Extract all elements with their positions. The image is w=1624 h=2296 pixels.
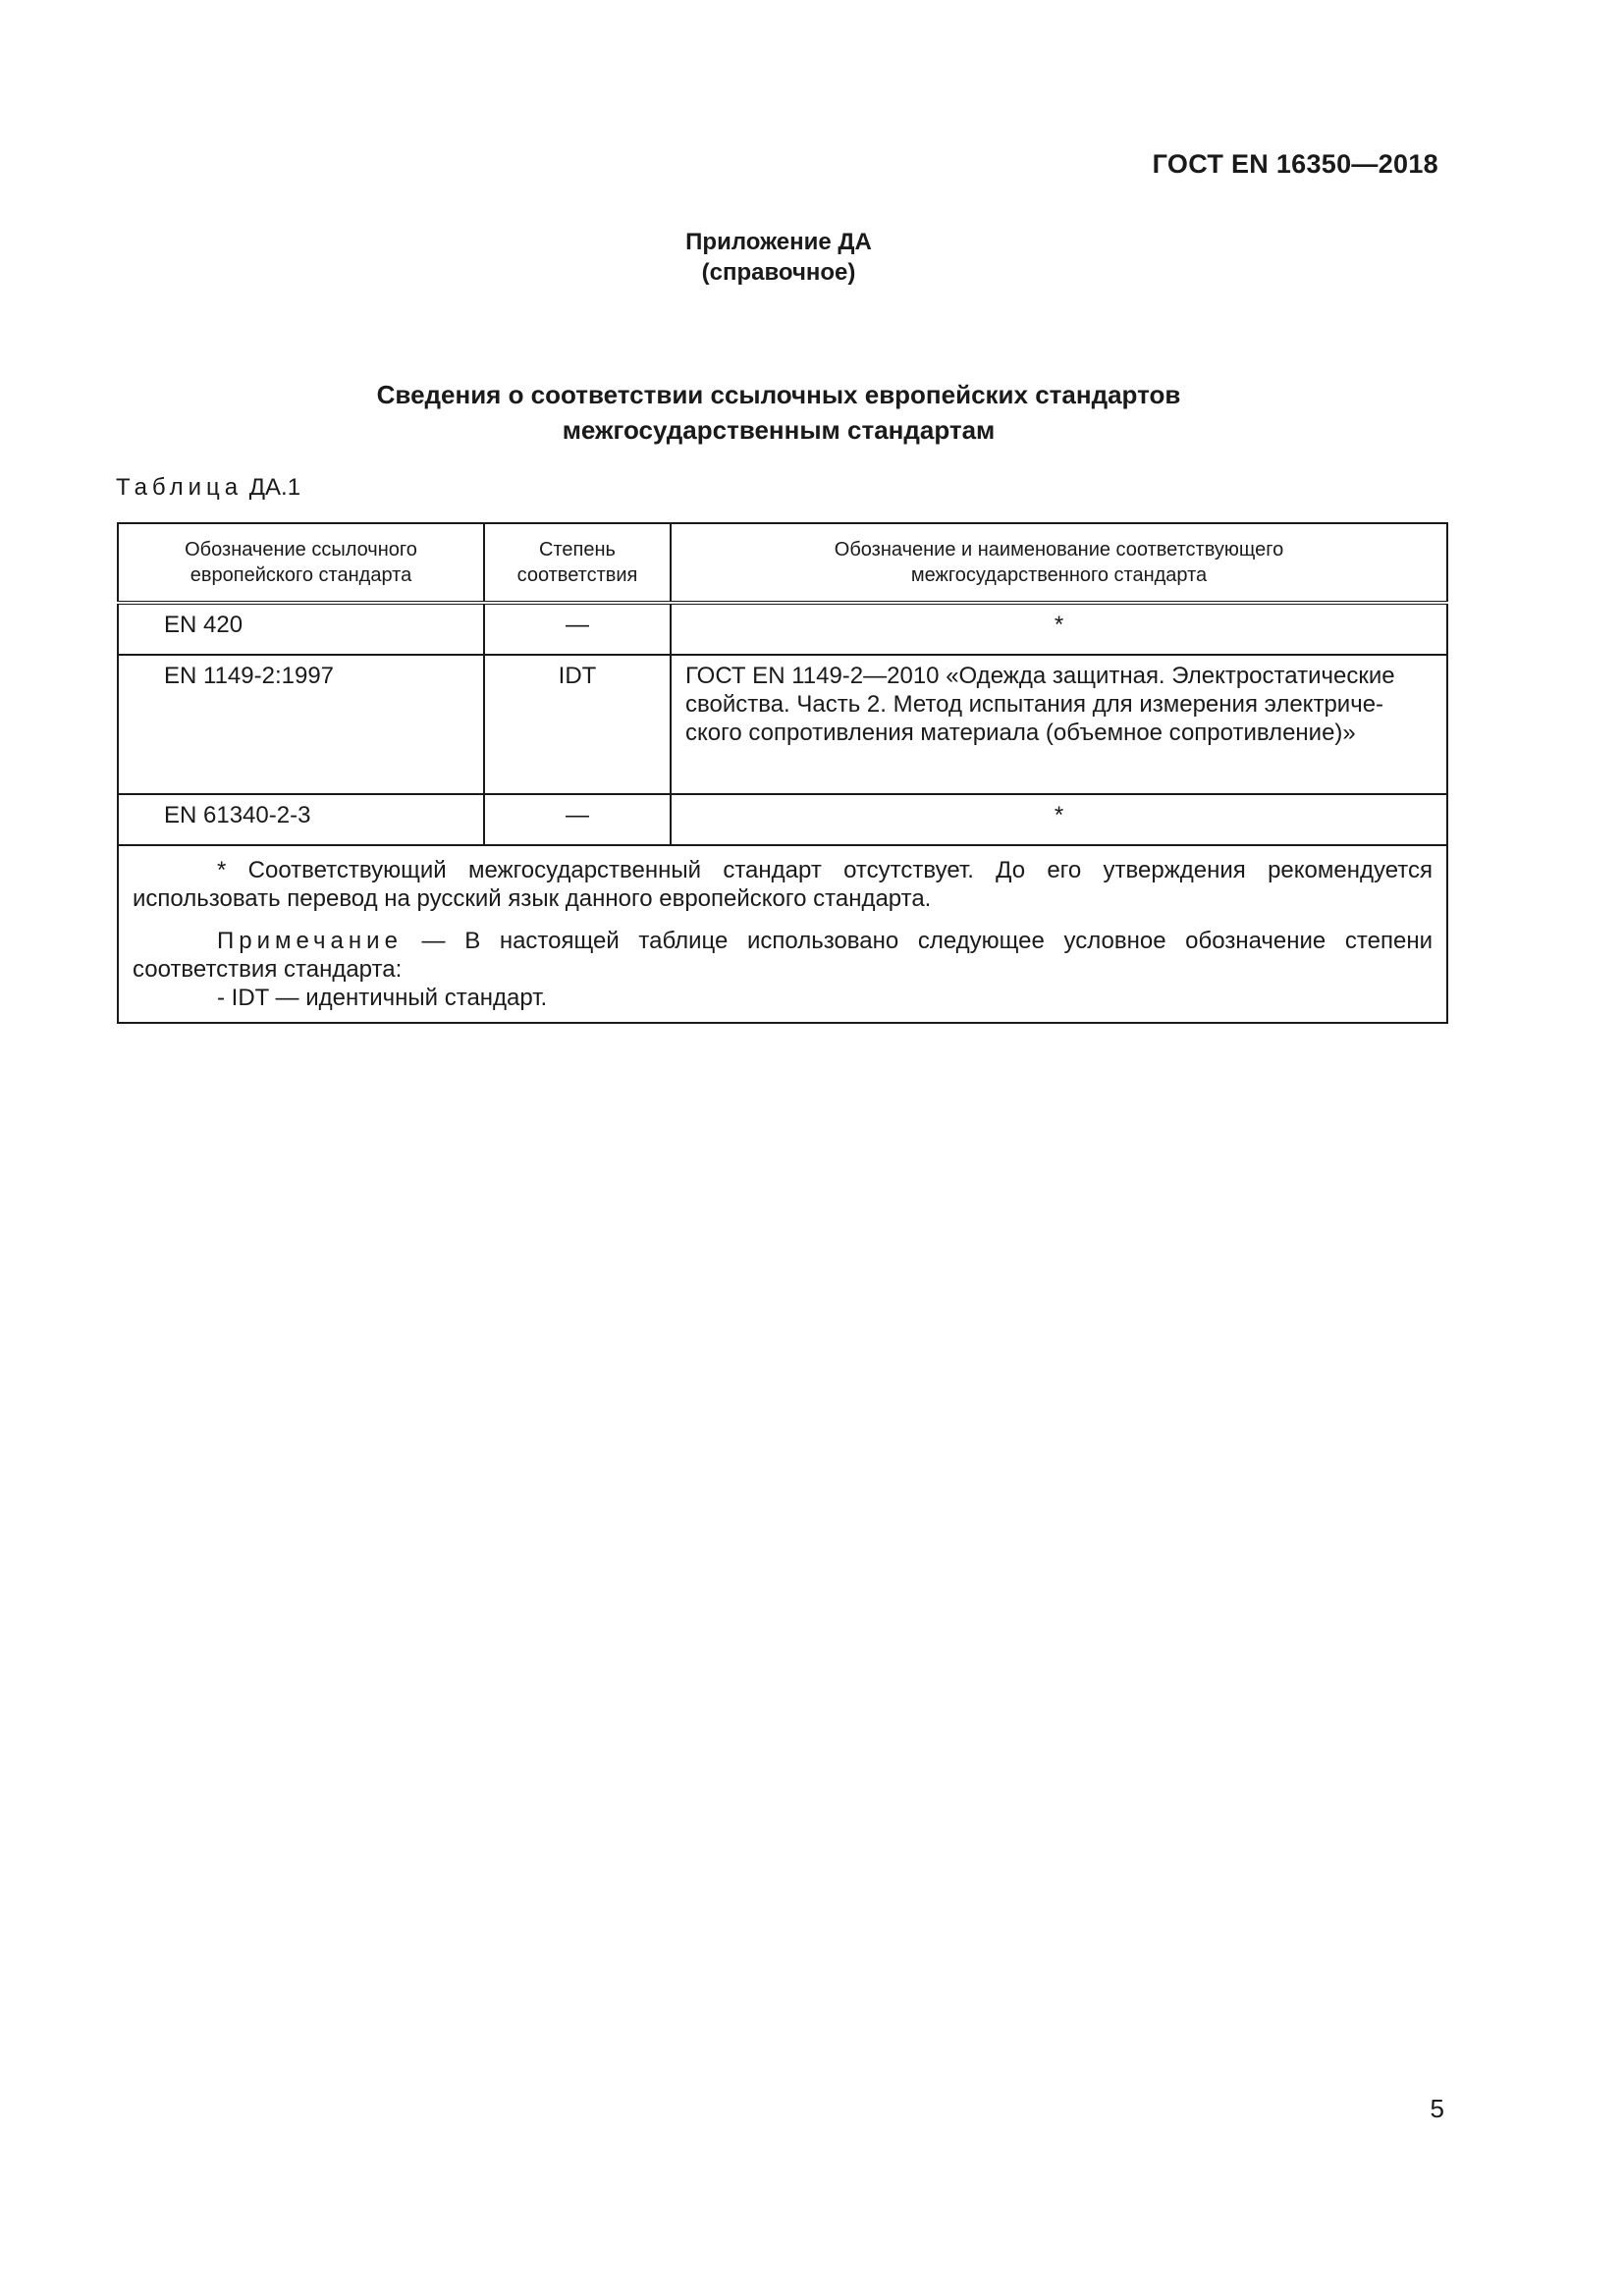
note-item: - IDT — идентичный стандарт.	[217, 985, 548, 1011]
cell-name: *	[671, 603, 1447, 655]
footnote-text: * Соответствующий межгосударственный стандарт отсутствует. До его утверждения рекомендуется использовать перевод на русский язык данного европейского стандарта.	[133, 857, 1433, 912]
cell-name: ГОСТ EN 1149-2—2010 «Одежда защитная. Электростатические свойства. Часть 2. Метод испытания для измерения электриче-ского сопротивления материала (объемное сопротивление)»	[671, 655, 1447, 794]
annex-heading	[0, 227, 1557, 288]
cell-degree: —	[484, 794, 671, 845]
page-number: 5	[1430, 2094, 1444, 2123]
table-header-row	[118, 523, 1447, 603]
table-row	[118, 603, 1447, 655]
table-footnotes	[118, 845, 1447, 1023]
correspondence-table	[117, 522, 1448, 1024]
annex-title: Приложение ДА	[685, 229, 872, 255]
header-reference-standard: Обозначение ссылочного европейского стандарта	[118, 523, 484, 603]
section-title-line2: межгосударственным стандартам	[562, 415, 996, 445]
table-row	[118, 794, 1447, 845]
table-caption-number: ДА.1	[248, 474, 301, 501]
note-label: Примечание	[217, 928, 403, 954]
note-paragraph	[133, 927, 1433, 984]
document-code: ГОСТ EN 16350—2018	[1152, 149, 1438, 179]
header-interstate-standard: Обозначение и наименование соответствующего межгосударственного стандарта	[671, 523, 1447, 603]
table-caption-word: Таблица	[116, 474, 244, 501]
cell-degree: —	[484, 603, 671, 655]
header-degree: Степень соответствия	[484, 523, 671, 603]
note-text: — В настоящей таблице использовано следующее условное обозначение степени соответствия стандарта:	[133, 928, 1433, 983]
table-footer-row	[118, 845, 1447, 1023]
cell-name: *	[671, 794, 1447, 845]
cell-degree: IDT	[484, 655, 671, 794]
cell-standard: EN 1149-2:1997	[118, 655, 484, 794]
table-caption	[116, 474, 300, 502]
cell-standard: EN 420	[118, 603, 484, 655]
section-title	[0, 377, 1557, 448]
table-row	[118, 655, 1447, 794]
cell-standard: EN 61340-2-3	[118, 794, 484, 845]
section-title-line1: Сведения о соответствии ссылочных европейских стандартов	[376, 380, 1181, 409]
annex-subtitle: (справочное)	[701, 259, 856, 286]
